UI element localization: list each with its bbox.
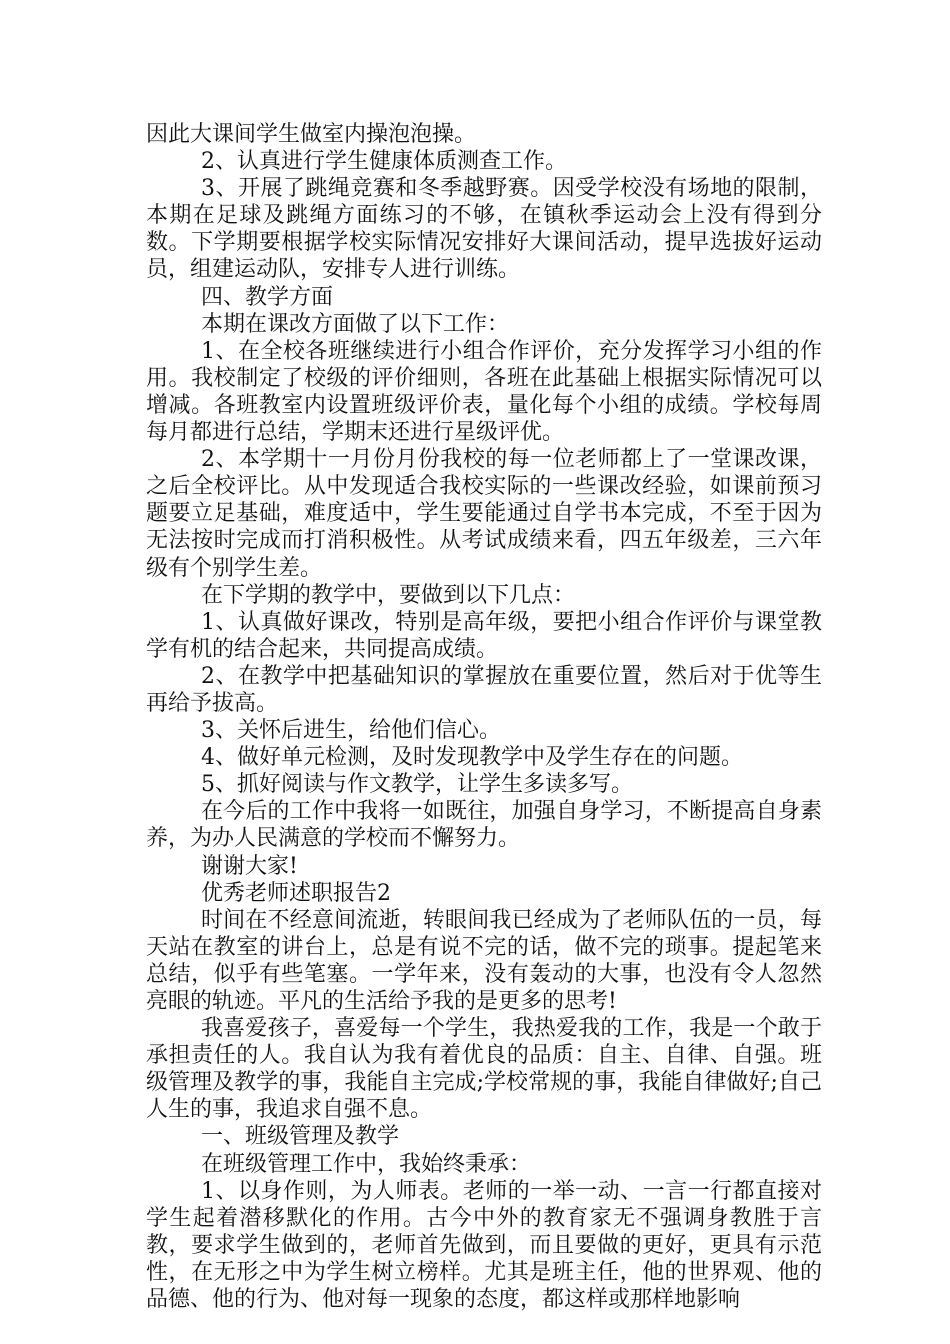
paragraph-item-2-fitness-test: 2、认真进行学生健康体质测查工作。 <box>201 149 567 175</box>
paragraph-class-management-intro: 在班级管理工作中，我始终秉承： <box>201 1151 532 1177</box>
document-page <box>146 121 822 1313</box>
report-title-2: 优秀老师述职报告2 <box>201 880 391 906</box>
paragraph-reform-item-2: 2、本学期十一月份月份我校的每一位老师都上了一堂课改课，之后全校评比。从中发现适合我校实际的一些课改经验，如课前预习题要立足基础，难度适中，学生要能通过自学书本完成，不至于因为无法按时完成而打消积极性。从考试成绩来看，四五年级差，三六年级有个别学生差。 <box>146 447 822 581</box>
paragraph-plan-item-4: 4、做好单元检测，及时发现教学中及学生存在的问题。 <box>201 745 743 771</box>
paragraph-plan-item-2: 2、在教学中把基础知识的掌握放在重要位置，然后对于优等生再给予拔高。 <box>146 663 822 716</box>
paragraph-next-term-intro: 在下学期的教学中，要做到以下几点： <box>201 582 576 608</box>
paragraph-report2-opening: 时间在不经意间流逝，转眼间我已经成为了老师队伍的一员，每天站在教室的讲台上，总是有说不完的话，做不完的琐事。提起笔来总结，似乎有些笔塞。一学年来，没有轰动的大事，也没有令人忽然亮眼的轨迹。平凡的生活给予我的是更多的思考! <box>146 907 822 1014</box>
section-heading-teaching: 四、教学方面 <box>201 284 334 310</box>
paragraph-plan-item-5: 5、抓好阅读与作文教学，让学生多读多写。 <box>201 772 633 798</box>
paragraph-lead-by-example: 1、以身作则，为人师表。老师的一举一动、一言一行都直接对学生起着潜移默化的作用。古今中外的教育家无不强调身教胜于言教，要求学生做到的，老师首先做到，而且要做的更好，更具有示范性，在无形之中为学生树立榜样。尤其是班主任，他的世界观、他的品德、他的行为、他对每一现象的态度，都这样或那样地影响 <box>146 1178 822 1313</box>
paragraph-plan-item-1: 1、认真做好课改，特别是高年级，要把小组合作评价与课堂教学有机的结合起来，共同提高成绩。 <box>146 609 822 662</box>
paragraph-plan-item-3: 3、关怀后进生，给他们信心。 <box>201 718 501 744</box>
paragraph-reform-item-1: 1、在全校各班继续进行小组合作评价，充分发挥学习小组的作用。我校制定了校级的评价细则，各班在此基础上根据实际情况可以增减。各班教室内设置班级评价表，量化每个小组的成绩。学校每周每月都进行总结，学期末还进行星级评优。 <box>146 338 822 446</box>
paragraph-closing-commitment: 在今后的工作中我将一如既往，加强自身学习，不断提高自身素养，为办人民满意的学校而不懈努力。 <box>146 799 822 852</box>
paragraph-continued-intro: 因此大课间学生做室内操泡泡操。 <box>146 122 477 147</box>
section-heading-class-management: 一、班级管理及教学 <box>201 1124 400 1150</box>
paragraph-thanks: 谢谢大家! <box>201 853 298 879</box>
paragraph-curriculum-reform-intro: 本期在课改方面做了以下工作： <box>201 311 510 337</box>
paragraph-item-3-competitions: 3、开展了跳绳竞赛和冬季越野赛。因受学校没有场地的限制，本期在足球及跳绳方面练习的不够，在镇秋季运动会上没有得到分数。下学期要根据学校实际情况安排好大课间活动，提早选拔好运动员，组建运动队，安排专人进行训练。 <box>146 176 822 283</box>
paragraph-report2-self-description: 我喜爱孩子，喜爱每一个学生，我热爱我的工作，我是一个敢于承担责任的人。我自认为我有着优良的品质：自主、自律、自强。班级管理及教学的事，我能自主完成;学校常规的事，我能自律做好;自己人生的事，我追求自强不息。 <box>146 1016 822 1123</box>
